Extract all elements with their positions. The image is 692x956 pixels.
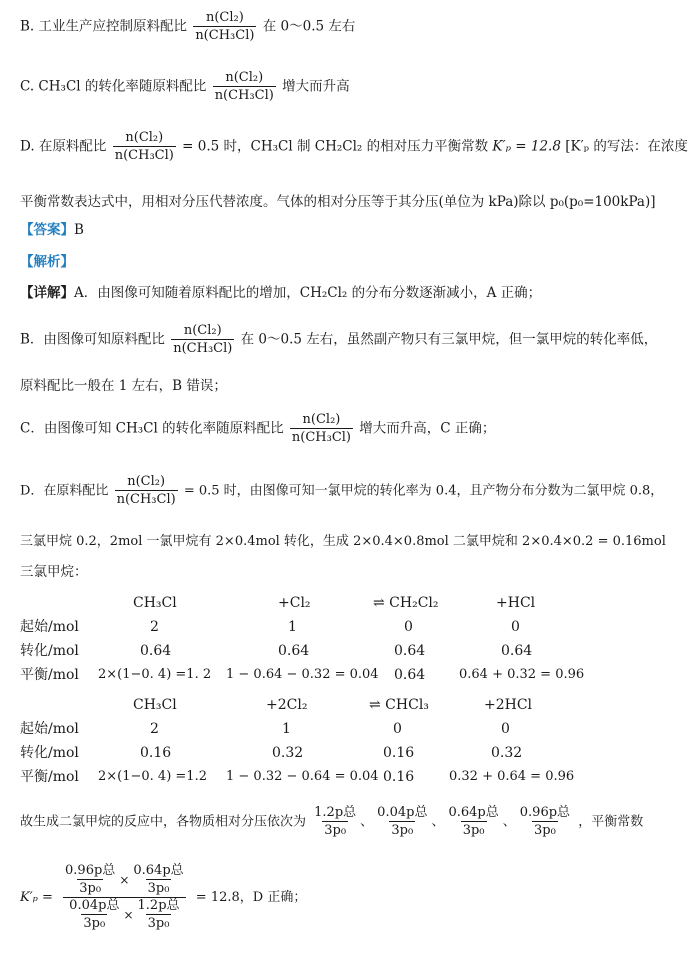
option-d-tail: [K′ₚ 的写法：在浓度 (560, 138, 688, 155)
t2-cell: 0.32 (491, 745, 523, 761)
t1-header: CH₃Cl (133, 595, 177, 611)
fraction-num: 0.64p总 (448, 805, 499, 820)
analysis-label-text: 【解析】 (20, 254, 74, 270)
t1-cell: 1 − 0.64 − 0.32 = 0.04 (226, 667, 379, 682)
detail-d2: 三氯甲烷 0.2，2mol 一氯甲烷有 2×0.4mol 转化，生成 2×0.4×0.8mol 二氯甲烷和 2×0.4×0.2 = 0.16mol (20, 534, 666, 549)
t2-cell: 0 (501, 721, 510, 737)
t2-cell: 1 − 0.32 − 0.64 = 0.04 (226, 769, 379, 784)
kp-denominator (63, 897, 185, 932)
fraction-num: 0.04p总 (69, 898, 120, 913)
fraction-den: n(CH₃Cl) (195, 28, 255, 43)
detail-c-tail: 增大而升高，C 正确； (359, 420, 496, 437)
t1-row-label: 转化/mol (20, 643, 79, 659)
detail-d-tail: = 0.5 时，由图像可知一氯甲烷的转化率为 0.4，且产物分布分数为二氯甲烷 0.8， (183, 483, 664, 499)
t1-header: ⇌ CH₂Cl₂ (373, 595, 439, 611)
kp-numerator (59, 863, 190, 897)
partial-text: 故生成二氯甲烷的反应中，各物质相对分压依次为 (20, 814, 307, 830)
t1-cell: 2 (150, 619, 159, 635)
detail-d3: 三氯甲烷： (20, 564, 88, 580)
separator: 、 (431, 814, 445, 830)
t1-cell: 0 (404, 619, 413, 635)
detail-c (20, 412, 495, 446)
kp-term (136, 898, 182, 932)
fraction-den: n(CH₃Cl) (116, 492, 176, 507)
option-c-text: C. CH₃Cl 的转化率随原料配比 (20, 78, 207, 95)
fraction-num: n(Cl₂) (125, 130, 164, 145)
fraction-den: 3p₀ (79, 881, 102, 896)
fraction-den: n(CH₃Cl) (114, 148, 174, 163)
t1-header: +HCl (496, 595, 536, 611)
option-d-text: D. 在原料配比 (20, 138, 107, 155)
fraction-num: n(Cl₂) (183, 323, 222, 338)
detail-label: 【详解】 (20, 285, 74, 301)
fraction-num: 1.2p总 (314, 805, 357, 820)
t2-header: CH₃Cl (133, 697, 177, 713)
fraction-num: n(Cl₂) (127, 474, 166, 489)
t1-cell: 0.64 (394, 643, 426, 659)
t2-row-label: 转化/mol (20, 745, 79, 761)
t2-cell: 0.32 + 0.64 = 0.96 (449, 769, 575, 784)
fraction-num: 0.96p总 (519, 805, 571, 820)
option-b-text: B. 工业生产应控制原料配比 (20, 18, 188, 35)
detail-a-text: A．由图像可知随着原料配比的增加，CH₂Cl₂ 的分布分数逐渐减小，A 正确； (74, 285, 542, 301)
t2-cell: 1 (282, 721, 291, 737)
kp-term (63, 863, 117, 897)
detail-c-text: C．由图像可知 CH₃Cl 的转化率随原料配比 (20, 420, 284, 437)
t2-row-label: 起始/mol (20, 721, 79, 737)
kp-big-fraction (59, 863, 190, 932)
detail-b-tail: 在 0～0.5 左右，虽然副产物只有三氯甲烷，但一氯甲烷的转化率低， (240, 331, 658, 348)
option-d-note: 平衡常数表达式中，用相对分压代替浓度。气体的相对分压等于其分压(单位为 kPa)除以 p₀(p₀=100kPa)] (20, 194, 656, 210)
t2-cell: 0.32 (272, 745, 304, 761)
fraction-num: 1.2p总 (137, 898, 180, 913)
detail-b2: 原料配比一般在 1 左右，B 错误； (20, 378, 227, 394)
ratio-fraction (290, 412, 353, 446)
fraction-num: 0.96p总 (65, 863, 116, 878)
detail-a (20, 284, 541, 302)
ratio-fraction (193, 10, 256, 44)
t2-header: ⇌ CHCl₃ (369, 697, 429, 713)
times-sign: × (123, 907, 134, 922)
ratio-fraction (213, 70, 276, 104)
answer-value: B (74, 222, 84, 238)
t1-cell: 0.64 (501, 643, 533, 659)
t1-cell: 2×(1−0. 4) =1. 2 (98, 667, 212, 682)
option-b-tail: 在 0～0.5 左右 (262, 18, 356, 35)
option-c-tail: 增大而升高 (282, 78, 350, 95)
fraction-den: n(CH₃Cl) (291, 430, 351, 445)
fraction-den: 3p₀ (147, 881, 170, 896)
detail-b (20, 323, 657, 357)
fraction-den: 3p₀ (534, 823, 556, 838)
analysis-label (20, 253, 74, 271)
partial-tail: ，平衡常数 (578, 814, 644, 830)
separator: 、 (502, 814, 516, 830)
t1-cell: 0.64 + 0.32 = 0.96 (459, 667, 585, 682)
t2-row-label: 平衡/mol (20, 769, 79, 785)
separator: 、 (360, 814, 374, 830)
fraction-den: 3p₀ (147, 916, 170, 931)
ratio-fraction (113, 130, 176, 164)
t2-cell: 0.16 (383, 745, 415, 761)
answer-line (20, 221, 84, 239)
fraction-num: 0.04p总 (377, 805, 428, 820)
t1-cell: 0.64 (278, 643, 310, 659)
partial-fraction (375, 805, 429, 839)
times-sign: × (119, 873, 130, 887)
t1-header: +Cl₂ (278, 595, 311, 611)
option-b (20, 10, 355, 44)
fraction-num: n(Cl₂) (302, 412, 341, 427)
t1-cell: 0 (511, 619, 520, 635)
t2-cell: 0.16 (140, 745, 172, 761)
fraction-num: n(Cl₂) (225, 70, 264, 85)
kp-equation (20, 863, 306, 932)
t2-cell: 2×(1−0. 4) =1.2 (98, 769, 207, 784)
t2-cell: 0 (393, 721, 402, 737)
fraction-den: 3p₀ (462, 823, 485, 838)
partial-fraction (518, 805, 572, 839)
t1-cell: 0.64 (394, 667, 426, 683)
fraction-num: n(Cl₂) (205, 10, 244, 25)
kp-term (67, 898, 121, 932)
detail-d (20, 474, 663, 508)
t1-row-label: 平衡/mol (20, 667, 79, 683)
fraction-num: 0.64p总 (133, 863, 184, 878)
ratio-fraction (171, 323, 234, 357)
partial-pressures (20, 805, 643, 839)
kp-lhs: K′ₚ = (20, 890, 53, 905)
kp-value: K′ₚ = 12.8 (492, 138, 561, 155)
option-d-mid: = 0.5 时，CH₃Cl 制 CH₂Cl₂ 的相对压力平衡常数 (182, 138, 493, 155)
kp-term (131, 863, 185, 897)
t2-header: +2HCl (484, 697, 533, 713)
t2-cell: 0.16 (383, 769, 415, 785)
t1-cell: 1 (288, 619, 297, 635)
fraction-den: n(CH₃Cl) (173, 341, 233, 356)
detail-d-text: D．在原料配比 (20, 483, 109, 499)
t1-cell: 0.64 (140, 643, 172, 659)
fraction-den: 3p₀ (83, 916, 106, 931)
fraction-den: n(CH₃Cl) (214, 88, 274, 103)
kp-rhs: = 12.8，D 正确； (195, 890, 307, 905)
partial-fraction (312, 805, 358, 839)
fraction-den: 3p₀ (324, 823, 347, 838)
fraction-den: 3p₀ (391, 823, 414, 838)
t1-row-label: 起始/mol (20, 619, 79, 635)
ratio-fraction (115, 474, 178, 508)
detail-b-text: B．由图像可知原料配比 (20, 331, 165, 348)
t2-header: +2Cl₂ (266, 697, 308, 713)
t2-cell: 2 (150, 721, 159, 737)
answer-label: 【答案】 (20, 222, 74, 238)
partial-fraction (446, 805, 500, 839)
option-c (20, 70, 350, 104)
option-d (20, 130, 688, 164)
